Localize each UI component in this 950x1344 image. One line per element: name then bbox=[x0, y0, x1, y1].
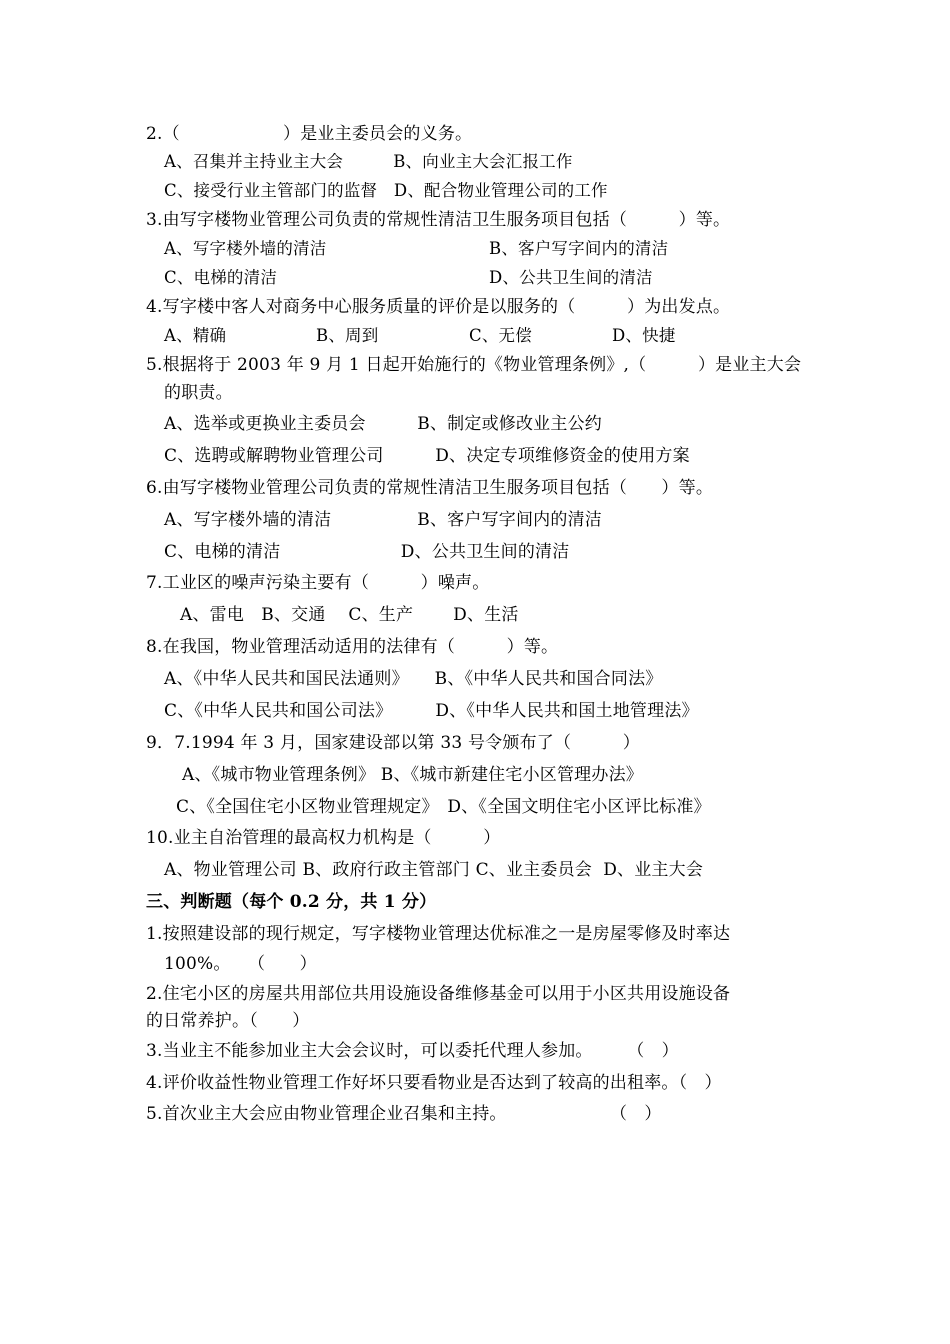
q4-option-b: B、周到 bbox=[316, 326, 379, 345]
q9-stem: 9．7.1994 年 3 月，国家建设部以第 33 号令颁布了（ ） bbox=[146, 733, 640, 753]
q8-options-ab: A、《中华人民共和国民法通则》 B、《中华人民共和国合同法》 bbox=[164, 669, 663, 689]
q4-option-d: D、快捷 bbox=[612, 326, 676, 345]
q6-options-ab: A、写字楼外墙的清洁 B、客户写字间内的清洁 bbox=[164, 510, 602, 530]
q4-option-a: A、精确 bbox=[164, 326, 227, 345]
q8-stem: 8.在我国，物业管理活动适用的法律有（ ）等。 bbox=[146, 637, 559, 657]
q2-stem: 2.（ ）是业主委员会的义务。 bbox=[146, 124, 473, 144]
q2-options-cd: C、接受行业主管部门的监督 D、配合物业管理公司的工作 bbox=[164, 181, 608, 200]
q2-options-ab: A、召集并主持业主大会 B、向业主大会汇报工作 bbox=[164, 152, 573, 171]
judgment-5: 5.首次业主大会应由物业管理企业召集和主持。 （ ） bbox=[146, 1104, 662, 1124]
q8-options-cd: C、《中华人民共和国公司法》 D、《中华人民共和国土地管理法》 bbox=[164, 701, 699, 721]
q6-options-cd: C、电梯的清洁 D、公共卫生间的清洁 bbox=[164, 542, 570, 562]
q3-option-c: C、电梯的清洁 bbox=[164, 268, 278, 287]
judgment-2-line2: 的日常养护。（ ） bbox=[146, 1011, 310, 1031]
q3-option-d: D、公共卫生间的清洁 bbox=[489, 268, 653, 287]
q5-options-cd: C、选聘或解聘物业管理公司 D、决定专项维修资金的使用方案 bbox=[164, 446, 690, 466]
section3-title: 三、判断题（每个 0.2 分，共 1 分） bbox=[146, 892, 437, 912]
judgment-2-line1: 2.住宅小区的房屋共用部位共用设施设备维修基金可以用于小区共用设施设备 bbox=[146, 984, 731, 1004]
q9-options-cd: C、《全国住宅小区物业管理规定》 D、《全国文明住宅小区评比标准》 bbox=[176, 797, 711, 817]
judgment-3: 3.当业主不能参加业主大会会议时，可以委托代理人参加。 （ ） bbox=[146, 1041, 679, 1061]
q7-stem: 7.工业区的噪声污染主要有（ ）噪声。 bbox=[146, 573, 490, 593]
judgment-4: 4.评价收益性物业管理工作好坏只要看物业是否达到了较高的出租率。（ ） bbox=[146, 1073, 722, 1093]
q4-option-c: C、无偿 bbox=[469, 326, 532, 345]
judgment-1-line2: 100%。 （ ） bbox=[164, 954, 317, 974]
q10-options: A、物业管理公司 B、政府行政主管部门 C、业主委员会 D、业主大会 bbox=[164, 860, 704, 880]
q3-stem: 3.由写字楼物业管理公司负责的常规性清洁卫生服务项目包括（ ）等。 bbox=[146, 210, 731, 230]
judgment-1-line1: 1.按照建设部的现行规定，写字楼物业管理达优标准之一是房屋零修及时率达 bbox=[146, 924, 731, 944]
q3-option-b: B、客户写字间内的清洁 bbox=[489, 239, 669, 258]
q5-stem-line1: 5.根据将于 2003 年 9 月 1 日起开始施行的《物业管理条例》,（ ）是业主大会 bbox=[146, 355, 802, 375]
q4-stem: 4.写字楼中客人对商务中心服务质量的评价是以服务的（ ）为出发点。 bbox=[146, 297, 731, 317]
q3-option-a: A、写字楼外墙的清洁 bbox=[164, 239, 327, 258]
q10-stem: 10.业主自治管理的最高权力机构是（ ） bbox=[146, 828, 501, 848]
q7-options: A、雷电 B、交通 C、生产 D、生活 bbox=[180, 605, 519, 625]
q5-stem-line2: 的职责。 bbox=[164, 383, 233, 403]
q9-options-ab: A、《城市物业管理条例》 B、《城市新建住宅小区管理办法》 bbox=[182, 765, 643, 785]
q6-stem: 6.由写字楼物业管理公司负责的常规性清洁卫生服务项目包括（ ）等。 bbox=[146, 478, 714, 498]
q5-options-ab: A、选举或更换业主委员会 B、制定或修改业主公约 bbox=[164, 414, 602, 434]
